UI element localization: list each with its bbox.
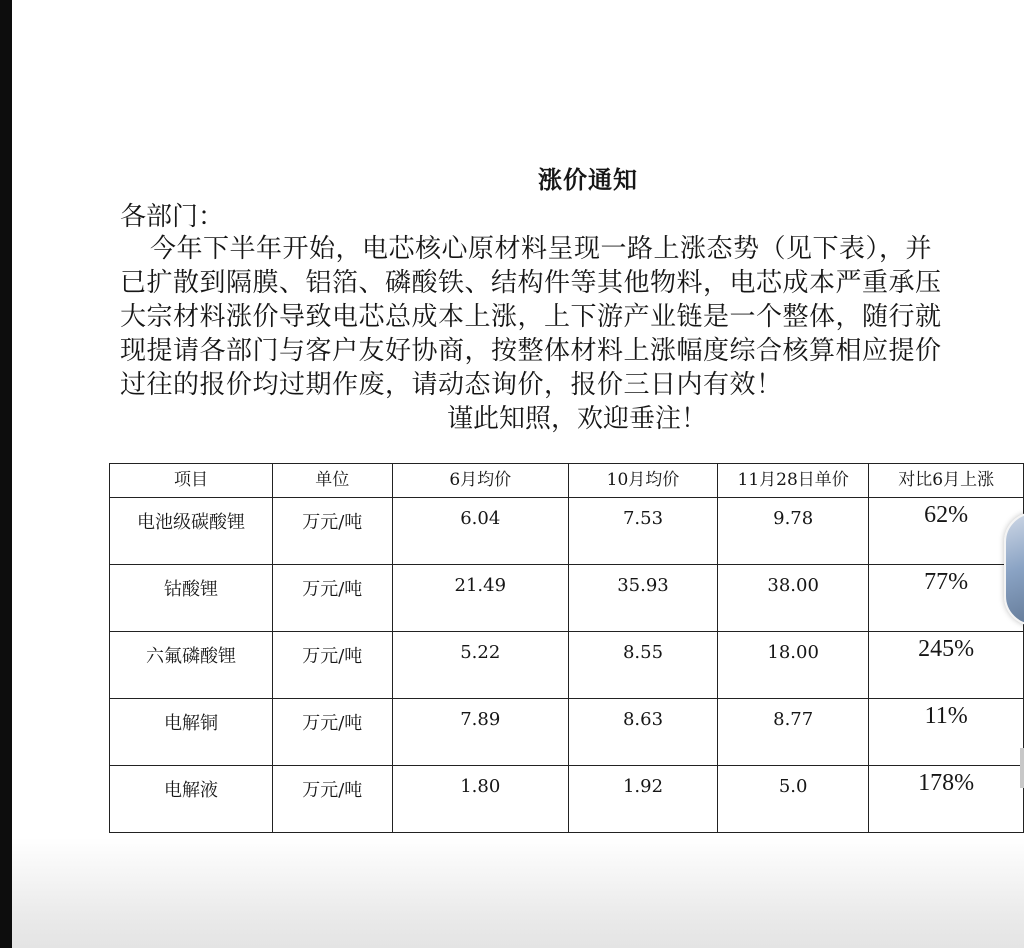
paragraph-line: 今年下半年开始，电芯核心原材料呈现一路上涨态势（见下表），并 — [150, 234, 933, 264]
cell-unit: 万元/吨 — [272, 766, 392, 833]
notice-closing: 谨此知照，欢迎垂注！ — [447, 404, 708, 434]
bottom-shadow — [12, 838, 1024, 948]
cell-unit: 万元/吨 — [272, 498, 392, 565]
table-row — [110, 498, 1024, 565]
cell-june-avg: 1.80 — [392, 766, 568, 833]
notice-title: 涨价通知 — [538, 165, 638, 194]
cell-nov28-price: 38.00 — [717, 565, 868, 632]
cell-increase: 11% — [869, 699, 1024, 766]
cell-june-avg: 7.89 — [392, 699, 568, 766]
header-unit: 单位 — [272, 464, 392, 498]
header-item: 项目 — [110, 464, 273, 498]
left-edge-bar — [0, 0, 12, 948]
cell-unit: 万元/吨 — [272, 565, 392, 632]
cell-june-avg: 21.49 — [392, 565, 568, 632]
cell-item: 钴酸锂 — [110, 565, 273, 632]
table-row — [110, 632, 1024, 699]
cell-nov28-price: 18.00 — [717, 632, 868, 699]
cell-increase: 77% — [869, 565, 1024, 632]
cell-oct-avg: 8.63 — [568, 699, 717, 766]
table-header-row — [110, 464, 1024, 498]
price-table — [109, 463, 1024, 833]
floating-thumbnail-bubble[interactable] — [1004, 512, 1024, 626]
right-edge-marker — [1020, 748, 1024, 788]
table-row — [110, 699, 1024, 766]
cell-item: 电解液 — [110, 766, 273, 833]
cell-oct-avg: 35.93 — [568, 565, 717, 632]
notice-greeting: 各部门： — [120, 202, 225, 232]
header-increase-vs-june: 对比6月上涨 — [869, 464, 1024, 498]
paragraph-line: 现提请各部门与客户友好协商，按整体材料上涨幅度综合核算相应提价 — [120, 336, 942, 366]
header-nov28-price: 11月28日单价 — [717, 464, 868, 498]
cell-increase: 245% — [869, 632, 1024, 699]
cell-item: 电池级碳酸锂 — [110, 498, 273, 565]
cell-unit: 万元/吨 — [272, 699, 392, 766]
document-page — [12, 0, 1024, 948]
paragraph-line: 已扩散到隔膜、铝箔、磷酸铁、结构件等其他物料，电芯成本严重承压 — [120, 268, 942, 298]
cell-oct-avg: 7.53 — [568, 498, 717, 565]
table-row — [110, 565, 1024, 632]
cell-nov28-price: 8.77 — [717, 699, 868, 766]
cell-oct-avg: 1.92 — [568, 766, 717, 833]
cell-unit: 万元/吨 — [272, 632, 392, 699]
cell-increase: 62% — [869, 498, 1024, 565]
cell-item: 六氟磷酸锂 — [110, 632, 273, 699]
cell-nov28-price: 9.78 — [717, 498, 868, 565]
cell-item: 电解铜 — [110, 699, 273, 766]
paragraph-line: 大宗材料涨价导致电芯总成本上涨，上下游产业链是一个整体，随行就 — [120, 302, 942, 332]
paragraph-line: 过往的报价均过期作废，请动态询价，报价三日内有效！ — [120, 370, 783, 400]
cell-nov28-price: 5.0 — [717, 766, 868, 833]
cell-june-avg: 5.22 — [392, 632, 568, 699]
header-oct-avg: 10月均价 — [568, 464, 717, 498]
cell-increase: 178% — [869, 766, 1024, 833]
cell-oct-avg: 8.55 — [568, 632, 717, 699]
header-june-avg: 6月均价 — [392, 464, 568, 498]
cell-june-avg: 6.04 — [392, 498, 568, 565]
table-row — [110, 766, 1024, 833]
